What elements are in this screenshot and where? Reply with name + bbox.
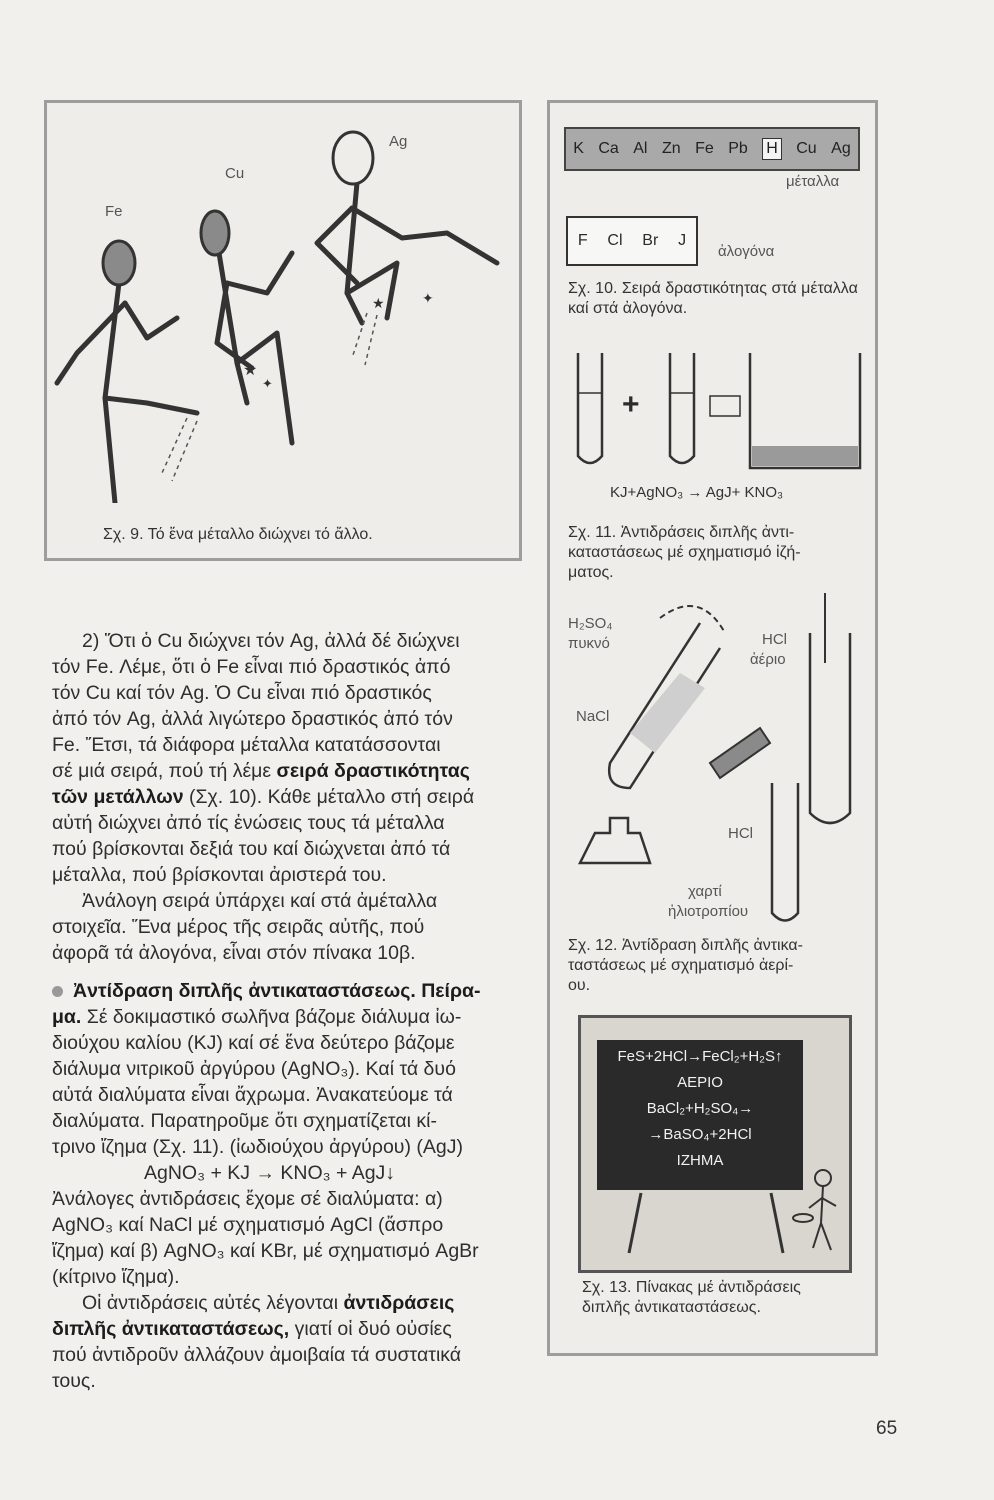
paragraph-line: μα. Σέ δοκιμαστικό σωλῆνα βάζομε διάλυμα ἰω- (52, 1006, 462, 1028)
cu-label: Cu (225, 165, 245, 182)
metal-symbol: Pb (728, 140, 748, 157)
board-line: ΙΖΗΜΑ (676, 1152, 724, 1169)
paragraph-line: Οἱ ἀντιδράσεις αὐτές λέγονται ἀντιδράσεις (82, 1292, 455, 1314)
halogens-label: ἀλογόνα (718, 243, 775, 260)
paragraph-line: Ἀνάλογη σειρά ὑπάρχει καί στά ἀμέταλλα (82, 890, 438, 912)
figure-9-box (44, 100, 522, 561)
figure-11-equation: KJ+AgNO₃ → AgJ+ KNO₃ (610, 484, 784, 501)
plus-sign: + (622, 388, 640, 421)
hliotropiou-label: ἡλιοτροπίου (668, 903, 749, 920)
stick-figures-illustration (47, 103, 519, 503)
metal-symbol: K (573, 140, 584, 157)
paragraph-line: μέταλλα, πού βρίσκονται ἀριστερά του. (52, 864, 387, 886)
metals-series-bar (564, 127, 860, 171)
caption-line: καταστάσεως μέ σχηματισμό ἰζή- (568, 544, 801, 561)
paragraph-line: ἀπό τόν Ag, ἀλλά λιγώτερο δραστικός ἀπό τόν (52, 708, 453, 730)
double-replacement-tubes-illustration (550, 338, 870, 473)
star-icon: ✦ (262, 376, 273, 391)
paragraph-line: AgNO₃ καί NaCl μέ σχηματισμό AgCl (ἄσπρο (52, 1214, 444, 1236)
paragraph-line (52, 978, 530, 1004)
figure-9-caption: Σχ. 9. Τό ἕνα μέταλλο διώχνει τό ἄλλο. (103, 526, 373, 543)
star-icon: ★ (243, 362, 258, 379)
board-line: FeS+2HCl→FeCl₂+H₂S↑ (617, 1048, 783, 1065)
figure-12-caption (568, 936, 863, 996)
bold-term: τῶν μετάλλων (52, 786, 184, 808)
halogens-series-box (566, 216, 698, 266)
h2so4-label: H₂SO₄ (568, 615, 613, 632)
halogen-symbol: Cl (607, 232, 623, 249)
bullet-icon (52, 986, 63, 997)
halogen-symbol: F (577, 232, 588, 249)
paragraph-line: σέ μιά σειρά, πού τή λέμε σειρά δραστικότητας (52, 760, 470, 782)
paragraph-line: πού ἀντιδροῦν ἀλλάζουν ἀμοιβαία τά συστατικά (52, 1344, 462, 1366)
board-line: ΑΕΡΙΟ (677, 1074, 723, 1091)
paragraph-line: διούχου καλίου (KJ) καί σέ ἕνα δεύτερο βάζομε (52, 1032, 455, 1054)
paragraph-line: τους. (52, 1370, 96, 1392)
figure-10-caption: Σχ. 10. Σειρά δραστικότητας στά μέταλλα καί στά ἀλογόνα. (568, 280, 858, 317)
bold-term: διπλῆς ἀντικαταστάσεως, (52, 1318, 290, 1340)
caption-line: Σχ. 13. Πίνακας μέ ἀντιδράσεις (582, 1279, 801, 1296)
ag-label: Ag (389, 133, 408, 150)
caption-line: διπλῆς ἀντικαταστάσεως. (582, 1299, 761, 1316)
paragraph-line: τόν Cu καί τόν Ag. Ὁ Cu εἶναι πιό δραστικός (52, 682, 432, 704)
metal-symbol: Al (633, 140, 648, 157)
paragraph-line: πού βρίσκονται δεξιά του καί διώχνεται ἀπό τά (52, 838, 451, 860)
caption-line: ματος. (568, 564, 614, 581)
page-number: 65 (876, 1418, 898, 1439)
nacl-label: NaCl (576, 708, 610, 725)
caption-line: Σχ. 11. Ἀντιδράσεις διπλῆς ἀντι- (568, 524, 795, 541)
halogen-symbol: J (678, 232, 687, 249)
caption-line: Σχ. 12. Ἀντίδραση διπλῆς ἀντικα- (568, 937, 803, 954)
paragraph-line: διαλύματα. Παρατηροῦμε ὅτι σχηματίζεται κί- (52, 1110, 437, 1132)
figure-11-caption (568, 523, 863, 583)
caption-line: ου. (568, 977, 591, 994)
body-text (52, 628, 530, 1394)
caption-line: ταστάσεως μέ σχηματισμό ἀερί- (568, 957, 794, 974)
paragraph-line: αὐτή διώχνει ἀπό τίς ἑνώσεις τους τά μέταλλα (52, 812, 445, 834)
paragraph-line: τόν Fe. Λέμε, ὅτι ὁ Fe εἶναι πιό δραστικός ἀπό (52, 656, 451, 678)
bold-term: σειρά δραστικότητας (276, 760, 470, 782)
paragraph-line: τῶν μετάλλων (Σχ. 10). Κάθε μέταλλο στή σειρά (52, 786, 475, 808)
chemical-equation: AgNO₃ + KJ → KNO₃ + AgJ↓ (144, 1162, 396, 1184)
pykno-label: πυκνό (568, 635, 610, 652)
paragraph-line: ἀφορᾶ τά ἀλογόνα, εἶναι στόν πίνακα 10β. (52, 942, 416, 964)
star-icon: ✦ (422, 290, 434, 306)
paragraph-line: 2) Ὅτι ὁ Cu διώχνει τόν Ag, ἀλλά δέ διώχνει (82, 630, 460, 652)
metal-symbol: Zn (661, 140, 681, 157)
fe-label: Fe (105, 203, 123, 220)
paragraph-line: τρινο ἴζημα (Σχ. 11). (ἰωδιούχου ἀργύρου) (AgJ) (52, 1136, 463, 1158)
figure-13-caption (582, 1278, 872, 1318)
hydrogen-symbol: H (762, 138, 782, 160)
chalkboard-stand-and-figure (581, 1018, 849, 1270)
chalkboard-frame (578, 1015, 852, 1273)
star-icon: ★ (372, 295, 385, 311)
paragraph-line: στοιχεῖα. Ἕνα μέρος τῆς σειρᾶς αὐτῆς, πού (52, 916, 425, 938)
paragraph-line: αὐτά διαλύματα εἶναι ἄχρωμα. Ἀνακατεύομε τά (52, 1084, 453, 1106)
metal-symbol: Cu (796, 140, 817, 157)
paragraph-line: διάλυμα νιτρικοῦ ἀργύρου (AgNO₃). Καί τά δυό (52, 1058, 456, 1080)
section-heading: Ἀντίδραση διπλῆς ἀντικαταστάσεως. Πείρα- (73, 980, 481, 1002)
paragraph-line: διπλῆς ἀντικαταστάσεως, γιατί οἱ δυό οὐσίες (52, 1318, 452, 1340)
hcl-gas-label: HCl (762, 631, 787, 648)
metal-symbol: Ag (831, 140, 851, 157)
metal-symbol: Ca (598, 140, 619, 157)
paragraph-line: ἴζημα) καί β) AgNO₃ καί KBr, μέ σχηματισμό AgBr (52, 1240, 479, 1262)
paragraph-line: (κίτρινο ἴζημα). (52, 1266, 180, 1288)
paragraph-line: Ἀνάλογες ἀντιδράσεις ἔχομε σέ διαλύματα: α) (52, 1188, 443, 1210)
board-line: →BaSO₄+2HCl (648, 1126, 752, 1143)
aerio-label: ἀέριο (750, 651, 786, 668)
xarti-label: χαρτί (688, 883, 722, 900)
metals-label: μέταλλα (786, 173, 840, 190)
halogen-symbol: Br (642, 232, 659, 249)
paragraph-line: Fe. Ἔτσι, τά διάφορα μέταλλα κατατάσσονται (52, 734, 441, 756)
hcl-paper-label: HCl (728, 825, 753, 842)
metal-symbol: Fe (695, 140, 714, 157)
figures-right-column (547, 100, 878, 1356)
board-line: BaCl₂+H₂SO₄→ (646, 1100, 754, 1117)
bold-term: ἀντιδράσεις (343, 1292, 455, 1314)
